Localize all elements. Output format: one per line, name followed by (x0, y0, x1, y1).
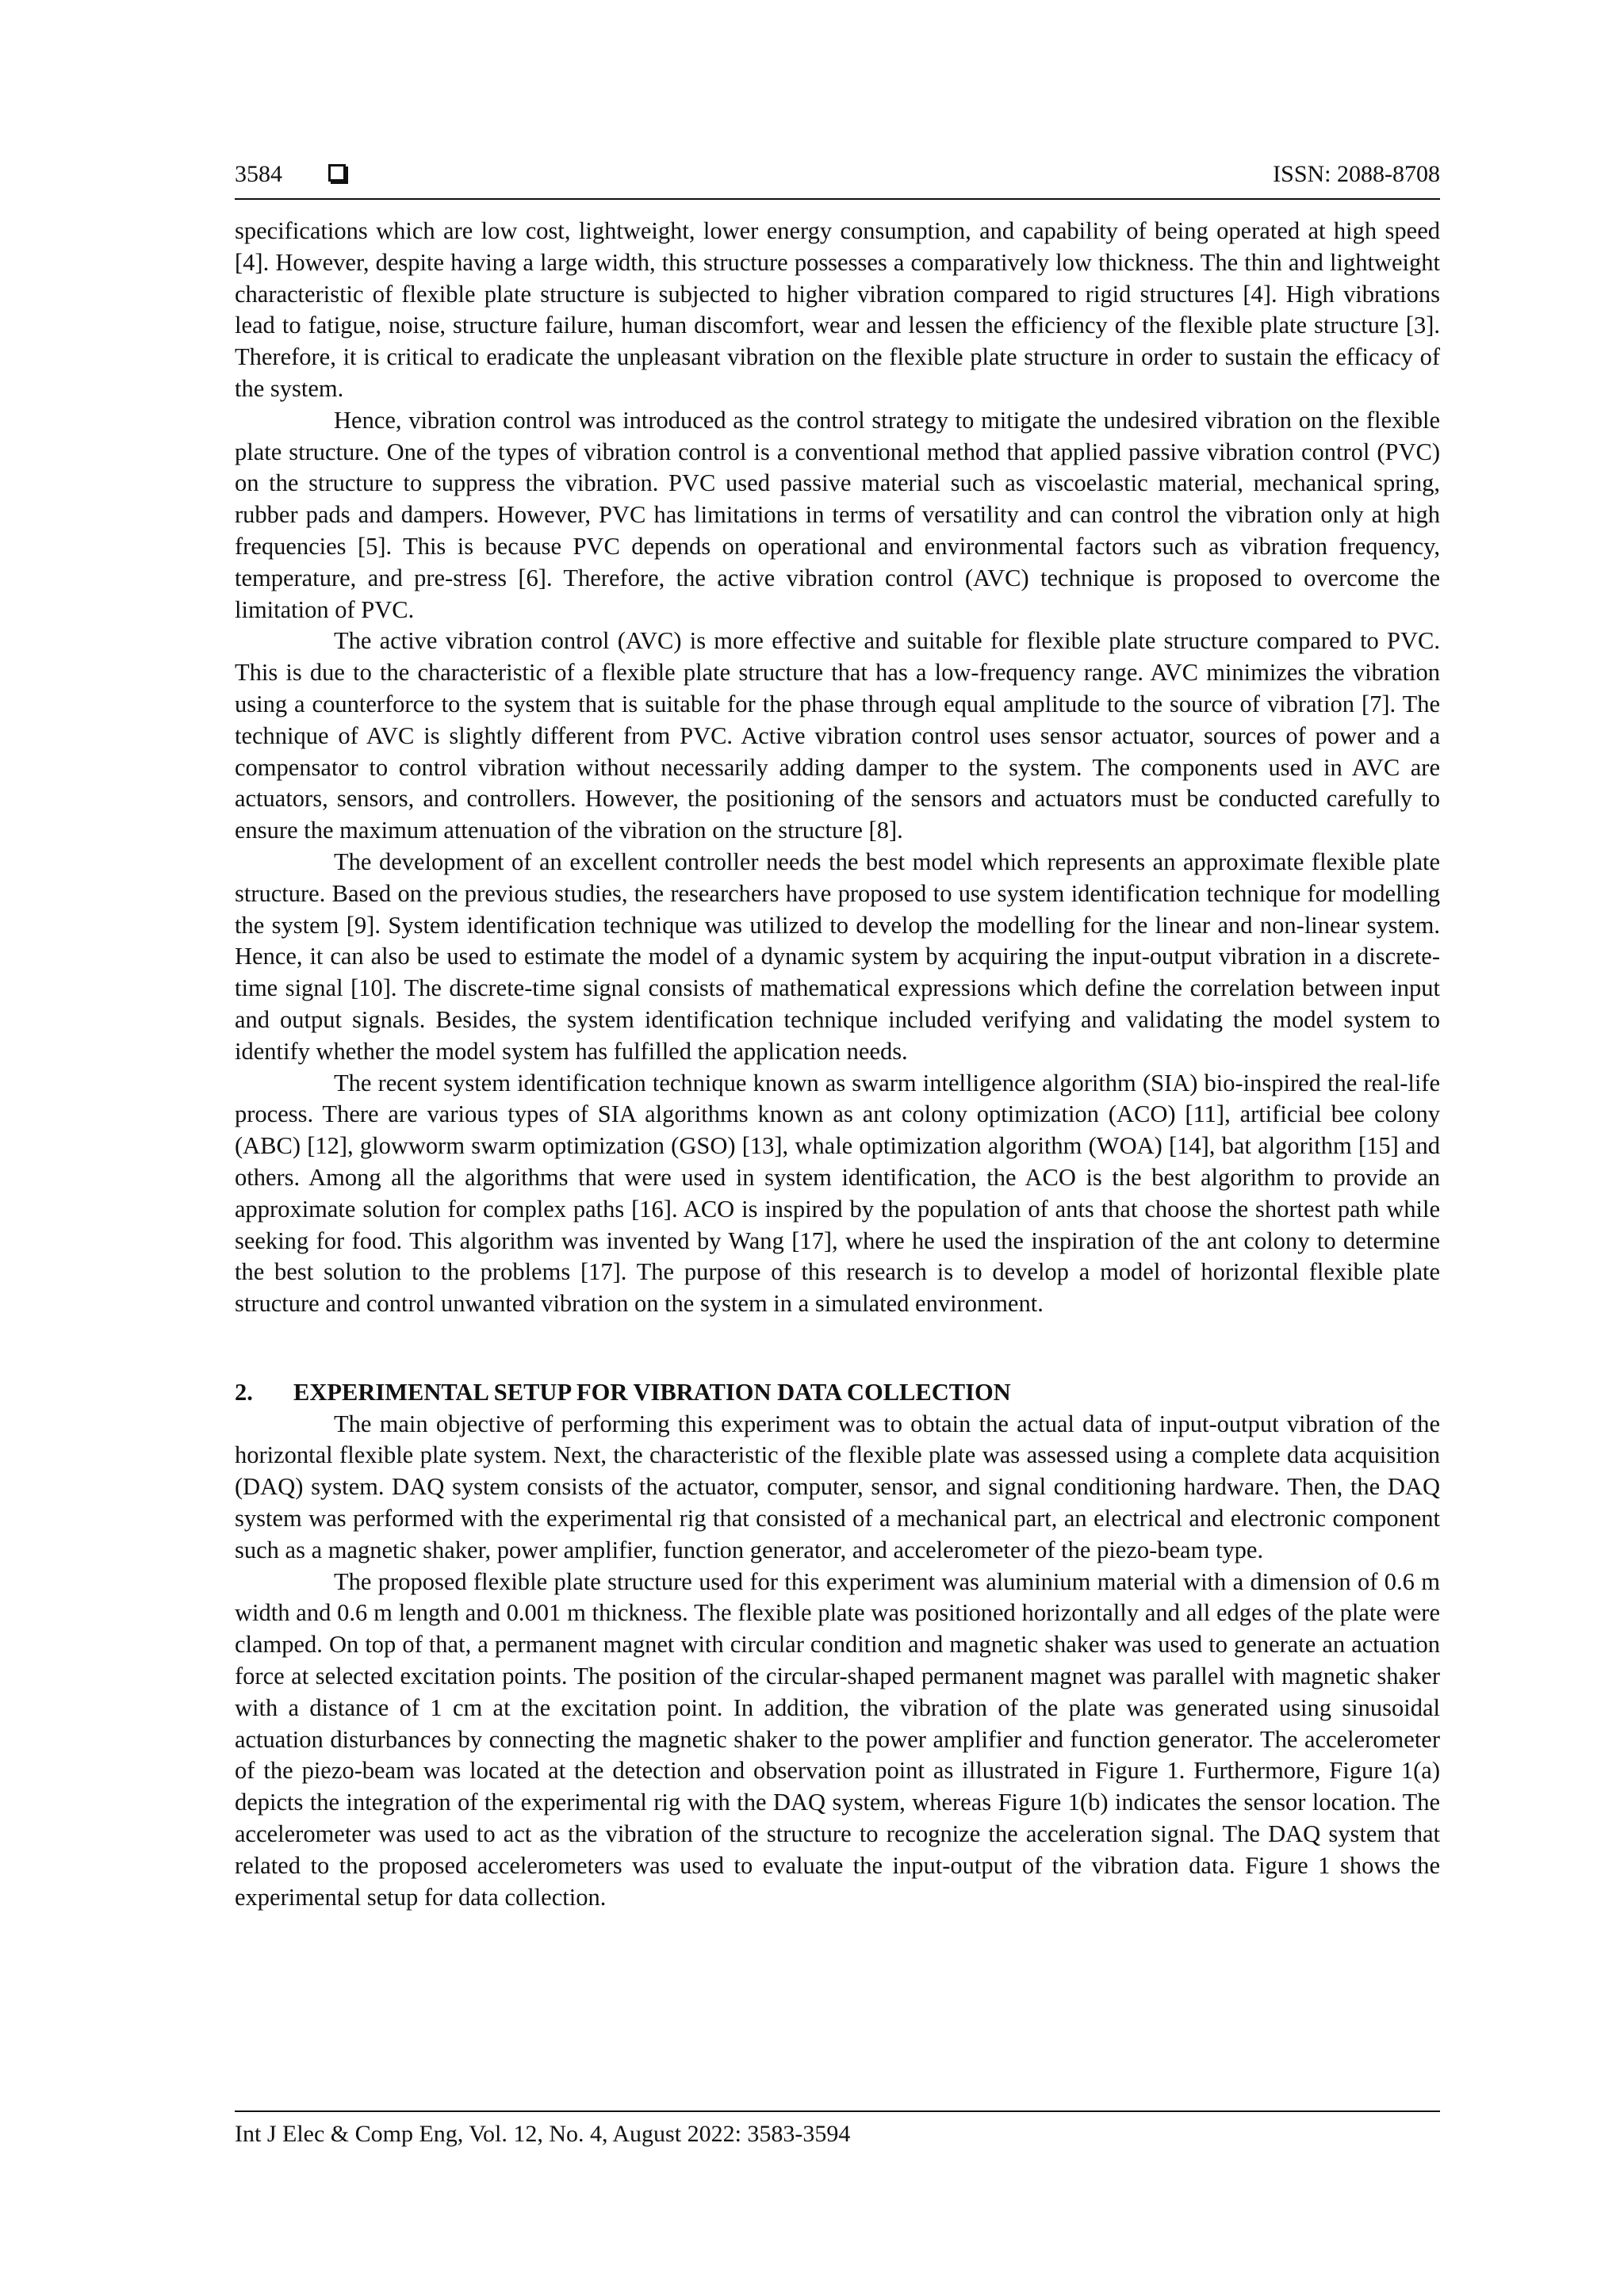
paragraph-2: Hence, vibration control was introduced as the control strategy to mitigate the undesired vibration on the flexible plate structure. One of the types of vibration control is a conventional method that applied passive vibration control (PVC) on the structure to suppress the vibration. PVC used passive material such as viscoelastic material, mechanical spring, rubber pads and dampers. However, PVC has limitations in terms of versatility and can control the vibration only at high frequencies [5]. This is because PVC depends on operational and environmental factors such as vibration frequency, temperature, and pre-stress [6]. Therefore, the active vibration control (AVC) technique is proposed to overcome the limitation of PVC. (235, 406, 1440, 623)
section-number: 2. (235, 1378, 253, 1406)
header-rule (235, 198, 1440, 200)
section-title: EXPERIMENTAL SETUP FOR VIBRATION DATA COLLECTION (293, 1378, 1011, 1406)
issn-label: ISSN: 2088-8708 (1273, 161, 1440, 187)
body-text (235, 216, 1440, 1913)
page-number: 3584 (235, 161, 282, 187)
paper-page (235, 0, 1440, 2296)
footer-rule (235, 2110, 1440, 2112)
paragraph-5: The recent system identification technique known as swarm intelligence algorithm (SIA) bio-inspired the real-life process. There are various types of SIA algorithms known as ant colony optimization (ACO) [11], artificial bee colony (ABC) [12], glowworm swarm optimization (GSO) [13], whale optimization algorithm (WOA) [14], bat algorithm [15] and others. Among all the algorithms that were used in system identification, the ACO is the best algorithm to provide an approximate solution for complex paths [16]. ACO is inspired by the population of ants that choose the shortest path while seeking for food. This algorithm was invented by Wang [17], where he used the inspiration of the ant colony to determine the best solution to the problems [17]. The purpose of this research is to develop a model of horizontal flexible plate structure and control unwanted vibration on the system in a simulated environment. (235, 1069, 1440, 1318)
paragraph-3: The active vibration control (AVC) is more effective and suitable for flexible plate structure compared to PVC. This is due to the characteristic of a flexible plate structure that has a low-frequency range. AVC minimizes the vibration using a counterforce to the system that is suitable for the phase through equal amplitude to the source of vibration [7]. The technique of AVC is slightly different from PVC. Active vibration control uses sensor actuator, sources of power and a compensator to control vibration without necessarily adding damper to the system. The components used in AVC are actuators, sensors, and controllers. However, the positioning of the sensors and actuators must be conducted carefully to ensure the maximum attenuation of the vibration on the structure [8]. (235, 627, 1440, 844)
paragraph-4: The development of an excellent controller needs the best model which represents an approximate flexible plate structure. Based on the previous studies, the researchers have proposed to use system identification technique for modelling the system [9]. System identification technique was utilized to develop the modelling for the linear and non-linear system. Hence, it can also be used to estimate the model of a dynamic system by acquiring the input-output vibration in a discrete-time signal [10]. The discrete-time signal consists of mathematical expressions which define the correlation between input and output signals. Besides, the system identification technique included verifying and validating the model system to identify whether the model system has fulfilled the application needs. (235, 848, 1440, 1065)
running-header (235, 155, 1440, 195)
section-paragraph-2: The proposed flexible plate structure used for this experiment was aluminium material with a dimension of 0.6 m width and 0.6 m length and 0.001 m thickness. The flexible plate was positioned horizontally and all edges of the plate were clamped. On top of that, a permanent magnet with circular condition and magnetic shaker was used to generate an actuation force at selected excitation points. The position of the circular-shaped permanent magnet was parallel with magnetic shaker with a distance of 1 cm at the excitation point. In addition, the vibration of the plate was generated using sinusoidal actuation disturbances by connecting the magnetic shaker to the power amplifier and function generator. The accelerometer of the piezo-beam was located at the detection and observation point as illustrated in Figure 1. Furthermore, Figure 1(a) depicts the integration of the experimental rig with the DAQ system, whereas Figure 1(b) indicates the sensor location. The accelerometer was used to act as the vibration of the structure to recognize the acceleration signal. The DAQ system that related to the proposed accelerometers was used to evaluate the input-output of the vibration data. Figure 1 shows the experimental setup for data collection. (235, 1567, 1440, 1911)
square-box-icon (328, 164, 346, 182)
journal-citation-footer: Int J Elec & Comp Eng, Vol. 12, No. 4, August 2022: 3583-3594 (235, 2121, 851, 2147)
section-paragraph-1: The main objective of performing this experiment was to obtain the actual data of input-output vibration of the horizontal flexible plate system. Next, the characteristic of the flexible plate was assessed using a complete data acquisition (DAQ) system. DAQ system consists of the actuator, computer, sensor, and signal conditioning hardware. Then, the DAQ system was performed with the experimental rig that consisted of a mechanical part, an electrical and electronic component such as a magnetic shaker, power amplifier, function generator, and accelerometer of the piezo-beam type. (235, 1410, 1440, 1563)
paragraph-1: specifications which are low cost, lightweight, lower energy consumption, and capability of being operated at high speed [4]. However, despite having a large width, this structure possesses a comparatively low thickness. The thin and lightweight characteristic of flexible plate structure is subjected to higher vibration compared to rigid structures [4]. High vibrations lead to fatigue, noise, structure failure, human discomfort, wear and lessen the efficiency of the flexible plate structure [3]. Therefore, it is critical to eradicate the unpleasant vibration on the flexible plate structure in order to sustain the efficacy of the system. (235, 217, 1440, 402)
section-heading (235, 1377, 1440, 1409)
